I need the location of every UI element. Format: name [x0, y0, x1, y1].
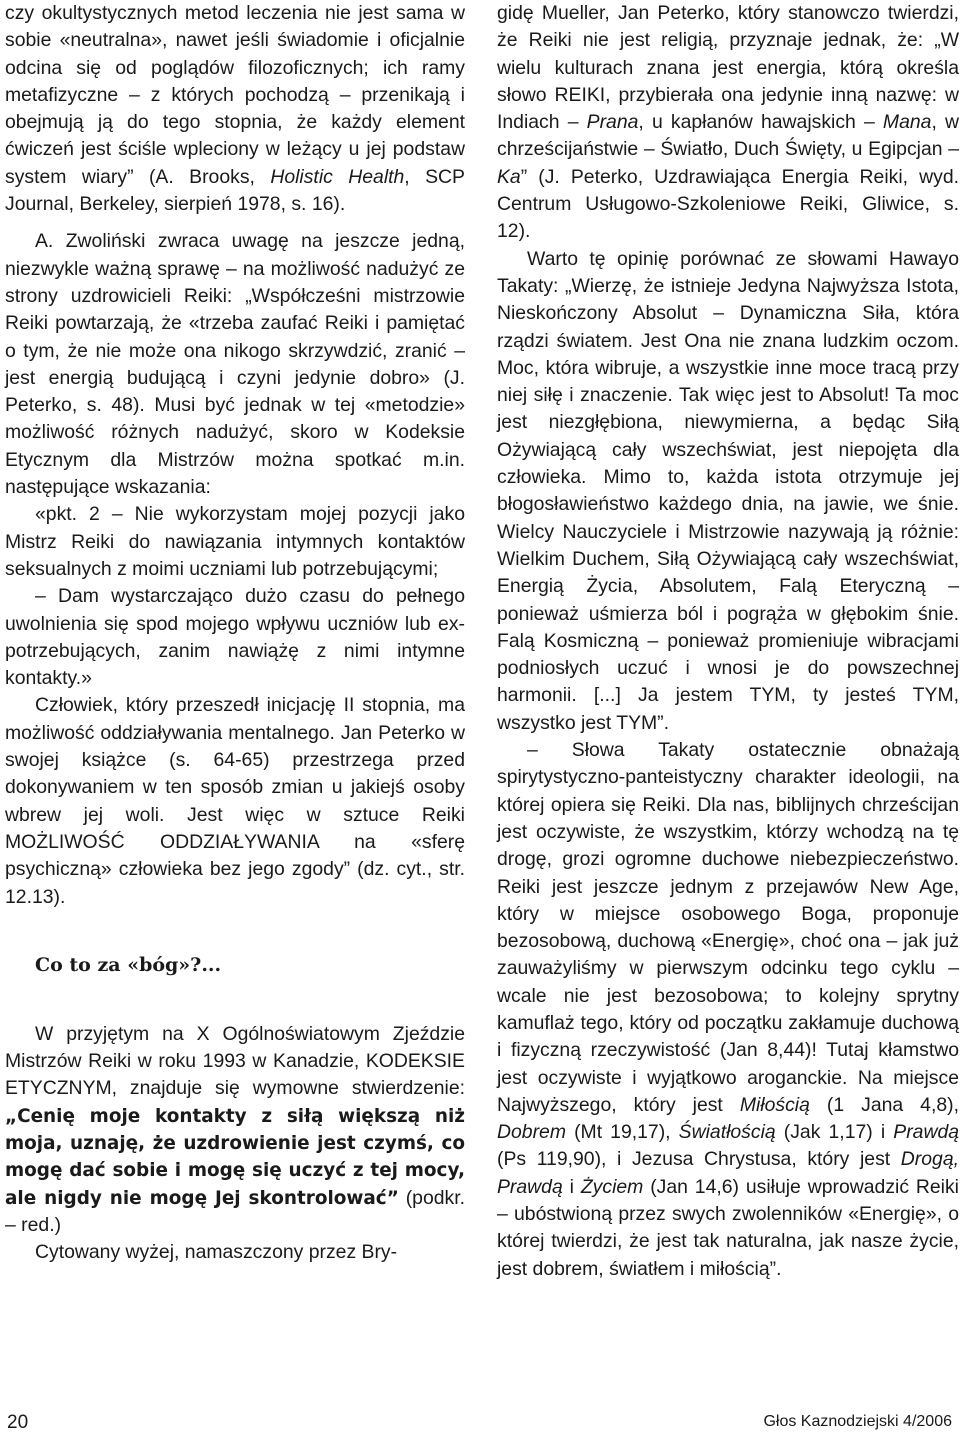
right-paragraph-3: – Słowa Takaty ostatecznie obnażają spirytystyczno-panteistyczny charakter ideologii, na której opiera się Reiki. Dla nas, biblijnych chrześcijan jest oczywiste, że wszystkim, którzy wchodzą na tę drogę, grozi ogromne duchowe niebezpieczeństwo. Reiki jest jeszcze jednym z przejawów New Age, który w miejsce osobowego Boga, proponuje bezosobową, duchową «Energię», choć ona – jak już zauważyliśmy w pierwszym odcinku tego cyklu – wcale nie jest bezosobowa; to kolejny sprytny kamuflaż tego, który od początku zakłamuje duchową i fizyczną rzeczywistość (Jan 8,44)! Tutaj kłamstwo jest oczywiste i wyjątkowo aroganckie. Na miejsce Najwyższego, który jest Miłością (1 Jana 4,8), Dobrem (Mt 19,17), Światłością (Jak 1,17) i Prawdą (Ps 119,90), i Jezusa Chrystusa, który jest Drogą, Prawdą i Życiem (Jan 14,6) usiłuje wprowadzić Reiki – ubóstwioną przez swych zwolenników «Energię», o której twierdzi, że jest tak naturalna, jak nasze życie, jest dobrem, światłem i miłością”. [497, 739, 960, 1280]
left-paragraph-5: Człowiek, który przeszedł inicjację II stopnia, ma możliwość oddziaływania mentalnego. Jan Peterko w swojej książce (s. 64-65) przestrzega przed dokonywaniem w ten sposób zmian u jakiejś osoby wbrew jej woli. Jest więc w sztuce Reiki MOŻLIWOŚĆ ODDZIAŁYWANIA na «sferę psychiczną» człowieka bez jego zgody” (dz. cyt., str. 12.13). [5, 694, 465, 908]
right-column [497, 0, 959, 1283]
page-footer [0, 1412, 960, 1436]
section-heading: Co to za «bóg»?... [35, 954, 222, 977]
right-paragraph-2: Warto tę opinię porównać ze słowami Hawayo Takaty: „Wierzę, że istnieje Jedyna Najwyższa Istota, Nieskończony Absolut – Dynamiczna Siła, która rządzi światem. Jest Ona nie znana ludzkim oczom. Moc, która wibruje, a wszystkie inne moce tracą przy niej siłę i znaczenie. Tak więc jest to Absolut! Ta moc jest niezgłębiona, niewymierna, a będąc Siłą Ożywiającą cały wszechświat, jest niepojęta dla człowieka. Mimo to, każda istota otrzymuje jej błogosławieństwo każdego dnia, na jawie, we śnie. Wielcy Nauczyciele i Mistrzowie nazywają ją różnie: Wielkim Duchem, Siłą Ożywiającą cały wszechświat, Energią Życia, Absolutem, Falą Eteryczną – ponieważ uśmierza ból i pogrąża w głębokim śnie. Falą Kosmiczną – ponieważ promieniuje wibracjami podniosłych uczuć i wnosi je do powszechnej harmonii. [...] Ja jestem TYM, ty jesteś TYM, wszystko jest TYM”. [497, 247, 959, 734]
section-heading-wrap [5, 911, 465, 1021]
left-paragraph-6: W przyjętym na X Ogólnoświatowym Zjeździe Mistrzów Reiki w roku 1993 w Kanadzie, KODEKSIE ETYCZNYM, znajduje się wymowne stwierdzenie: „Cenię moje kontakty z siłą większą niż moja, uznaję, że uzdrowienie jest czymś, co mogę dać sobie i mogę się uczyć z tej mocy, ale nigdy nie mogę Jej skontrolować” (podkr. – red.) [5, 1022, 465, 1236]
left-paragraph-1: czy okultystycznych metod leczenia nie jest sama w sobie «neutralna», nawet jeśli świadomie i oficjalnie odcina się od poglądów filozoficznych; ich ramy metafizyczne – z których pochodzą – przenikają i obejmują ją do tego stopnia, że każdy element ćwiczeń jest ściśle wpleciony w leżący u jej podstaw system wiary” (A. Brooks, Holistic Health, SCP Journal, Berkeley, sierpień 1978, s. 16). [5, 2, 465, 216]
code-quote: „Cenię moje kontakty z siłą większą niż moja, uznaję, że uzdrowienie jest czymś, co mogę dać sobie i mogę się uczyć z tej mocy, ale nigdy nie mogę Jej skontrolować” [5, 1105, 465, 1209]
left-column [5, 0, 465, 1266]
right-paragraph-1: gidę Mueller, Jan Peterko, który stanowczo twierdzi, że Reiki nie jest religią, przyznaje jednak, że: „W wielu kulturach znana jest energia, którą określa słowo REIKI, przybierała ona jedynie inną nazwę: w Indiach – Prana, u kapłanów hawajskich – Mana, w chrześcijaństwie – Światło, Duch Święty, u Egipcjan – Ka” (J. Peterko, Uzdrawiająca Energia Reiki, wyd. Centrum Usługowo-Szkoleniowe Reiki, Gliwice, s. 12). [497, 2, 959, 243]
page-number: 20 [7, 1412, 29, 1433]
left-paragraph-2: A. Zwoliński zwraca uwagę na jeszcze jedną, niezwykle ważną sprawę – na możliwość nadużyć ze strony uzdrowicieli Reiki: „Współcześni mistrzowie Reiki powtarzają, że «trzeba zaufać Reiki i pamiętać o tym, że nie może ona nikogo skrzywdzić, zranić – jest energią budującą i czyni jedynie dobro» (J. Peterko, s. 48). Musi być jednak w tej «metodzie» możliwość różnych nadużyć, skoro w Kodeksie Etycznym dla Mistrzów można spotkać m.in. następujące wskazania: [5, 230, 465, 499]
left-paragraph-3: «pkt. 2 – Nie wykorzystam mojej pozycji jako Mistrz Reiki do nawiązania intymnych kontaktów seksualnych z moimi uczniami lub potrzebującymi; [5, 503, 465, 580]
left-paragraph-7: Cytowany wyżej, namaszczony przez Bry- [35, 1241, 398, 1264]
book-title: Holistic Health [270, 165, 405, 188]
journal-issue: Głos Kaznodziejski 4/2006 [763, 1413, 952, 1430]
left-paragraph-4: – Dam wystarczająco dużo czasu do pełnego uwolnienia się spod mojego wpływu uczniów lub ex-potrzebujących, zanim nawiążę z nimi intymne kontakty.» [5, 585, 465, 690]
